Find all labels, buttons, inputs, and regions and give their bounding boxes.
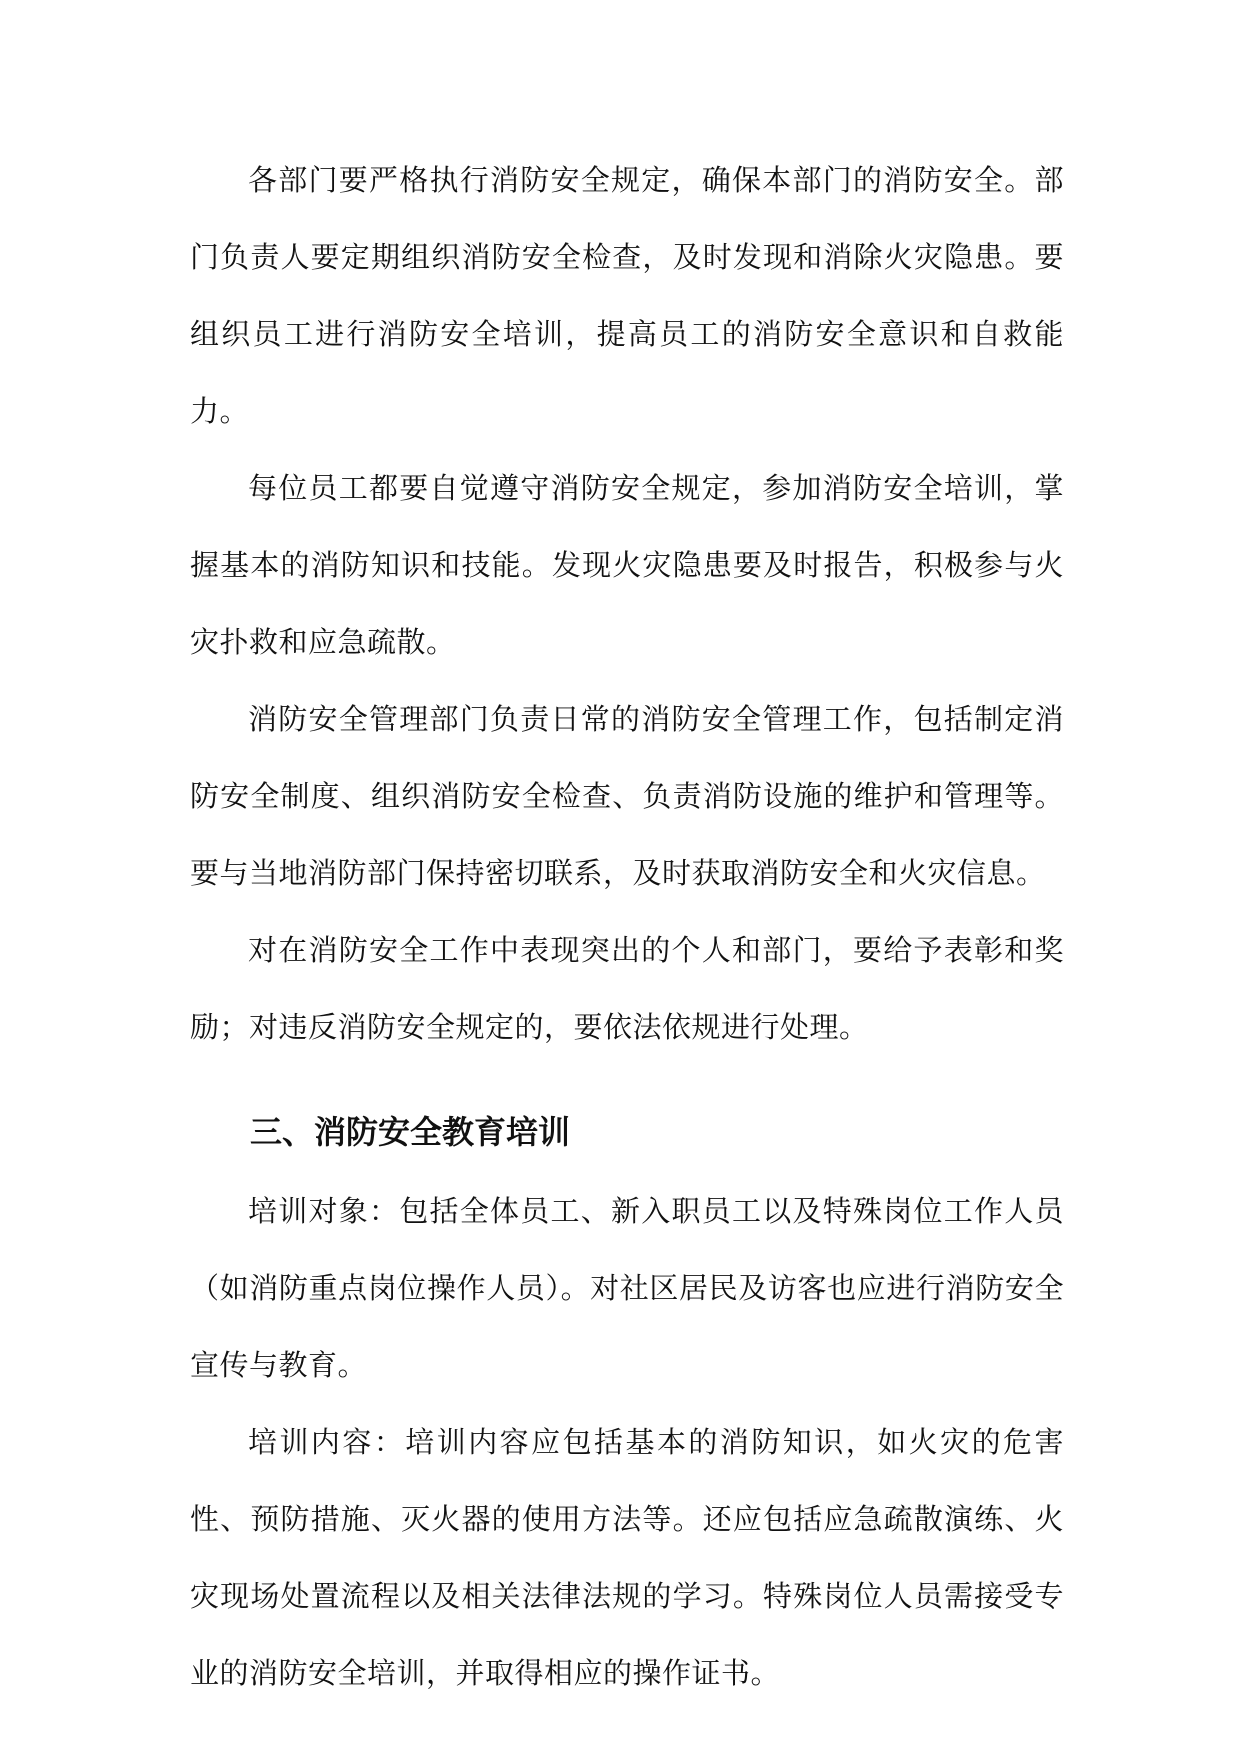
paragraph-rewards-penalties: 对在消防安全工作中表现突出的个人和部门，要给予表彰和奖励；对违反消防安全规定的，要依法依规进行处理。	[190, 933, 1064, 1044]
paragraph-training-content: 培训内容：培训内容应包括基本的消防知识，如火灾的危害性、预防措施、灭火器的使用方法等。还应包括应急疏散演练、火灾现场处置流程以及相关法律法规的学习。特殊岗位人员需接受专业的消防安全培训，并取得相应的操作证书。	[190, 1425, 1064, 1690]
paragraph-employee-duties: 每位员工都要自觉遵守消防安全规定，参加消防安全培训，掌握基本的消防知识和技能。发现火灾隐患要及时报告，积极参与火灾扑救和应急疏散。	[190, 471, 1064, 659]
paragraph-management-department: 消防安全管理部门负责日常的消防安全管理工作，包括制定消防安全制度、组织消防安全检查、负责消防设施的维护和管理等。要与当地消防部门保持密切联系，及时获取消防安全和火灾信息。	[190, 702, 1064, 890]
paragraph-department-duties: 各部门要严格执行消防安全规定，确保本部门的消防安全。部门负责人要定期组织消防安全检查，及时发现和消除火灾隐患。要组织员工进行消防安全培训，提高员工的消防安全意识和自救能力。	[190, 163, 1064, 428]
paragraph-training-targets: 培训对象：包括全体员工、新入职员工以及特殊岗位工作人员（如消防重点岗位操作人员）。对社区居民及访客也应进行消防安全宣传与教育。	[190, 1194, 1064, 1382]
section-heading: 三、消防安全教育培训	[250, 1113, 571, 1151]
document-body	[190, 142, 1064, 1712]
